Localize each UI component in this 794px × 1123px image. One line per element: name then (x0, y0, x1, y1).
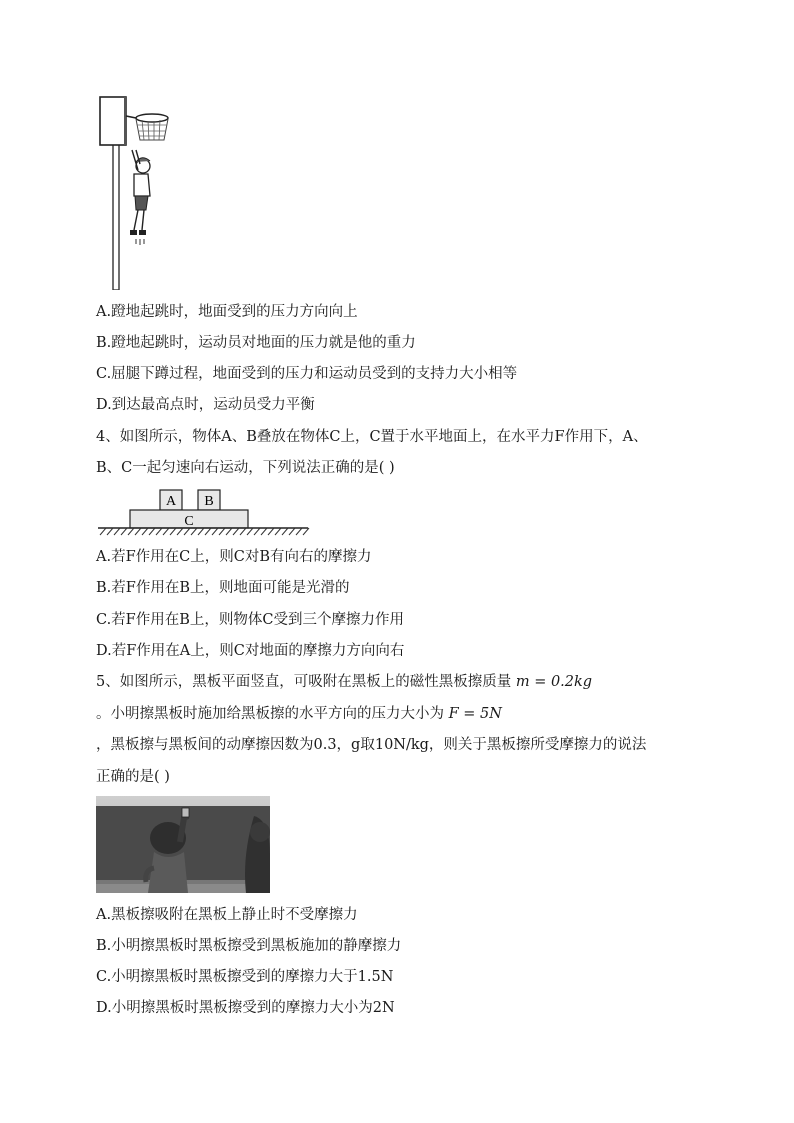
q3-option-b: B.蹬地起跳时，运动员对地面的压力就是他的重力 (96, 335, 416, 351)
q5-mass-expression: m = 0.2kg (515, 674, 593, 690)
q4-option-b: B.若F作用在B上，则地面可能是光滑的 (96, 580, 350, 596)
q3-option-d: D.到达最高点时，运动员受力平衡 (96, 397, 315, 413)
q5-option-c: C.小明擦黑板时黑板擦受到的摩擦力大于1.5N (96, 969, 394, 985)
q5-stem-line4: 正确的是( ) (96, 769, 170, 785)
q5-option-d: D.小明擦黑板时黑板擦受到的摩擦力大小为2N (96, 1000, 395, 1016)
q3-option-c: C.屈腿下蹲过程，地面受到的压力和运动员受到的支持力大小相等 (96, 366, 518, 382)
ground-hatch (100, 528, 309, 535)
q5-stem-text2: 。小明擦黑板时施加给黑板擦的水平方向的压力大小为 (96, 706, 444, 722)
q4-option-a: A.若F作用在C上，则C对B有向右的摩擦力 (96, 549, 372, 565)
q3-option-a: A.蹬地起跳时，地面受到的压力方向向上 (96, 304, 358, 320)
q5-force-expression: F = 5N (448, 706, 502, 722)
q4-option-d: D.若F作用在A上，则C对地面的摩擦力方向向右 (96, 643, 405, 659)
blackboard-photo (96, 796, 270, 893)
q5-option-b: B.小明擦黑板时黑板擦受到黑板施加的静摩擦力 (96, 938, 402, 954)
q5-stem-line3: ，黑板擦与黑板间的动摩擦因数为0.3，g取10N/kg，则关于黑板擦所受摩擦力的说法 (96, 737, 647, 753)
q5-stem-line1 (96, 672, 592, 692)
q4-stem-line1: 4、如图所示，物体A、B叠放在物体C上，C置于水平地面上，在水平力F作用下，A、 (96, 429, 648, 445)
blocks-figure (96, 486, 312, 538)
q5-stem-text1: 5、如图所示，黑板平面竖直，可吸附在黑板上的磁性黑板擦质量 (96, 674, 512, 690)
q4-option-c: C.若F作用在B上，则物体C受到三个摩擦力作用 (96, 612, 404, 628)
block-a-label: A (165, 494, 177, 509)
block-c-label: C (184, 514, 194, 529)
q5-stem-line2 (96, 704, 502, 724)
block-b-label: B (204, 494, 214, 509)
q4-stem-line2: B、C一起匀速向右运动，下列说法正确的是( ) (96, 460, 395, 476)
basketball-jump-figure (96, 94, 180, 290)
q5-option-a: A.黑板擦吸附在黑板上静止时不受摩擦力 (96, 907, 358, 923)
